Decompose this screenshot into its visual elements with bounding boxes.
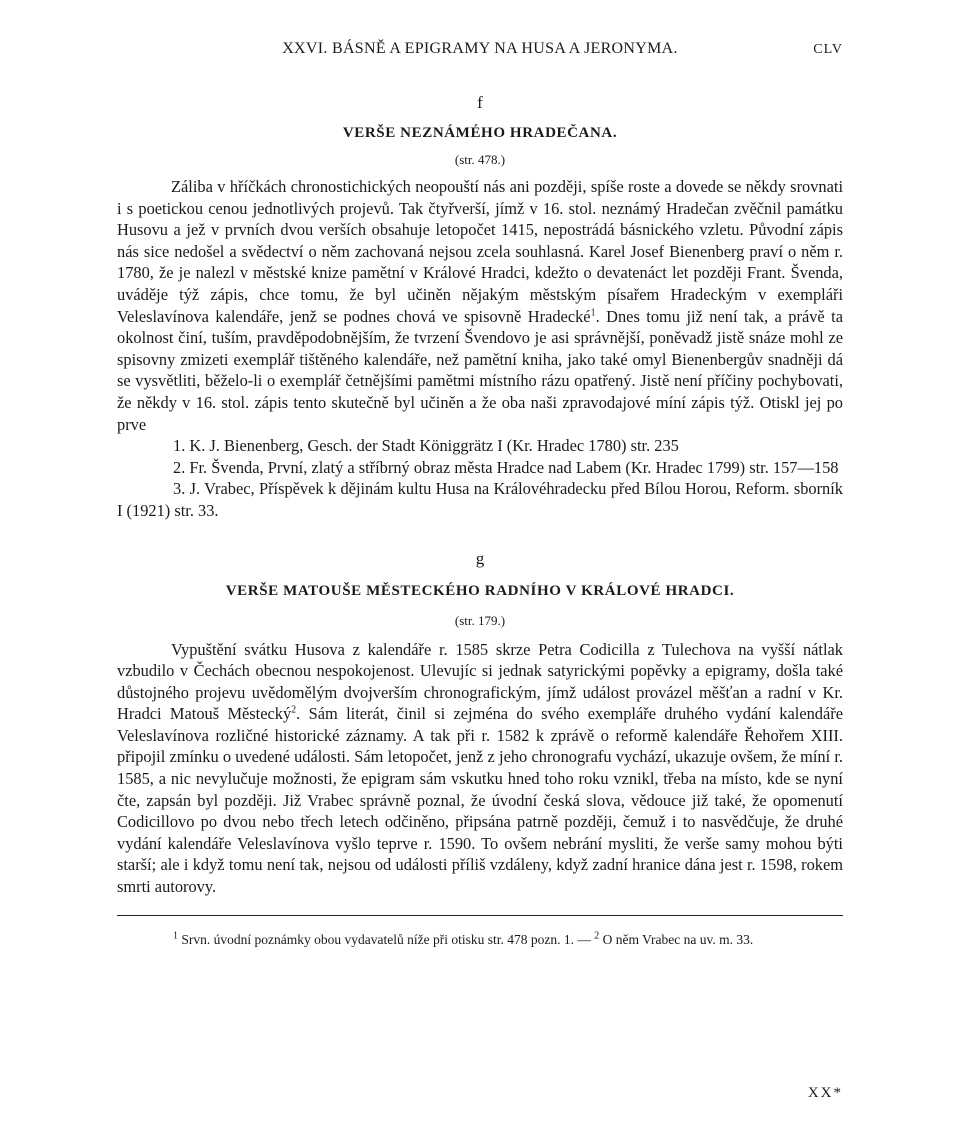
section-g-text-b: . Sám literát, činil si zejména do svého exempláře druhého vydání kalendáře Veleslavínova rozličné historické záznamy. A tak při r. 1582 k zprávě o reformě kalendáře Řehořem XIII. připojil zmínku o uvedené události. Sám letopočet, jenž z jeho chronografu vychází, ukazuje ovšem, že míní r. 1585, a nic nevylučuje možnosti, že epigram sám vskutku hned toho roku vznikl, třeba na místo, kde se nyní čte, zapsán byl později. Již Vrabec správně poznal, že úvodní česká slova, vědouce již také, že opomenutí Codicillovo po dvou nebo třech letech odčiněno, připsána patrně později, čemuž i to nasvědčuje, že druhé vydání kalendáře Veleslavínova vyšlo teprve r. 1590. To ovšem nebrání mysliti, že verše samy mohou býti starší; ale i když tomu není tak, nejsou od události příliš vzdáleny, když zadní hranice dána jest r. 1598, rokem smrti autorovy. xyxy=(117,704,843,897)
section-g-letter: g xyxy=(475,548,485,568)
section-g-reference: (str. 179.) xyxy=(454,612,506,628)
footnote-ref-1: 1 xyxy=(590,307,596,319)
footnote-1-text: Srvn. úvodní poznámky obou vydavatelů níže při otisku str. 478 pozn. 1. — xyxy=(178,931,595,947)
signature-mark: XX* xyxy=(807,1085,843,1101)
list-item: 3. J. Vrabec, Příspěvek k dějinám kultu Husa na Královéhradecku před Bílou Horou, Reform. sborník I (1921) str. 33. xyxy=(117,479,843,520)
footnote-2-mark: 2 xyxy=(594,930,600,942)
reference-list xyxy=(117,435,843,521)
footnote-2-text: O něm Vrabec na uv. m. 33. xyxy=(599,931,754,947)
section-g-title: VERŠE MATOUŠE MĚSTECKÉHO RADNÍHO V KRÁLOVÉ HRADCI. xyxy=(225,582,735,599)
section-f-text-a: Záliba v hříčkách chronostichických neopouští nás ani později, spíše roste a dovede se někdy srovnati i s poetickou cenou jednotlivých projevů. Tak čtyřverší, jímž v 16. stol. neznámý Hradečan zvěčnil památku Husovu a jež v prvních dvou verších obsahuje letopočet 1415, nepostrádá básnického vzletu. Původní zápis nás sice nedošel a svědectví o něm zachovaná nejsou zcela souhlasná. Karel Josef Bienenberg praví o něm r. 1780, že je nalezl v městské knize pamětní v Králové Hradci, kdežto o devatenáct let později Frant. Švenda, uváděje týž zápis, chce tomu, že byl učiněn nějakým městským písařem Hradeckým v exempláři Veleslavínova kalendáře, jenž se podnes chová ve spisovně Hradecké xyxy=(117,177,843,326)
section-f-text-b: . Dnes tomu již není tak, a právě ta okolnost činí, tuším, pravděpodobnějším, že tvrzení Švendovo je asi správnější, poněvadž jistě snáze mohl ze spisovny zmizeti exemplář tištěného kalendáře, než pamětní kniha, jako také omyl Bienenbergův snadněji dá se vysvětliti, běželo-li o exemplář četnějšími pamětmi místního rázu opatřený. Jistě není příčiny pochybovati, že někdy v 16. stol. zápis tento skutečně byl učiněn a že oba naši zpravodajové míní zápis týž. Otiskl jej po prve xyxy=(117,306,843,434)
page-header xyxy=(117,40,843,64)
section-f-paragraph xyxy=(117,176,843,435)
footnotes xyxy=(117,930,843,950)
section-f-reference: (str. 478.) xyxy=(454,152,506,167)
footnote-divider xyxy=(117,915,843,916)
footnote-1-mark: 1 xyxy=(173,930,178,942)
section-g-paragraph xyxy=(117,639,843,898)
page-number: CLV xyxy=(813,42,843,57)
list-item: 2. Fr. Švenda, První, zlatý a stříbrný obraz města Hradce nad Labem (Kr. Hradec 1799) str. 157—158 xyxy=(173,457,839,477)
footnote-ref-2: 2 xyxy=(291,704,297,716)
section-g-text-a: Vypuštění svátku Husova z kalendáře r. 1585 skrze Petra Codicilla z Tulechova na vyšší nátlak vzbudilo v Čechách obecnou nespokojenost. Ulevujíc si jednak satyrickými popěvky a epigramy, došla také důstojného projevu uvědomělým dvojverším chronografickým, jímž událost provázel měšťan a radní v Kr. Hradci Matouš Městecký xyxy=(117,639,843,724)
running-head: XXVI. BÁSNĚ A EPIGRAMY NA HUSA A JERONYMA. xyxy=(282,40,678,57)
section-f-letter: f xyxy=(477,93,483,112)
list-item: 1. K. J. Bienenberg, Gesch. der Stadt Königgrätz I (Kr. Hradec 1780) str. 235 xyxy=(173,436,679,456)
section-f-title: VERŠE NEZNÁMÉHO HRADEČANA. xyxy=(342,125,618,141)
book-page xyxy=(117,40,843,1101)
